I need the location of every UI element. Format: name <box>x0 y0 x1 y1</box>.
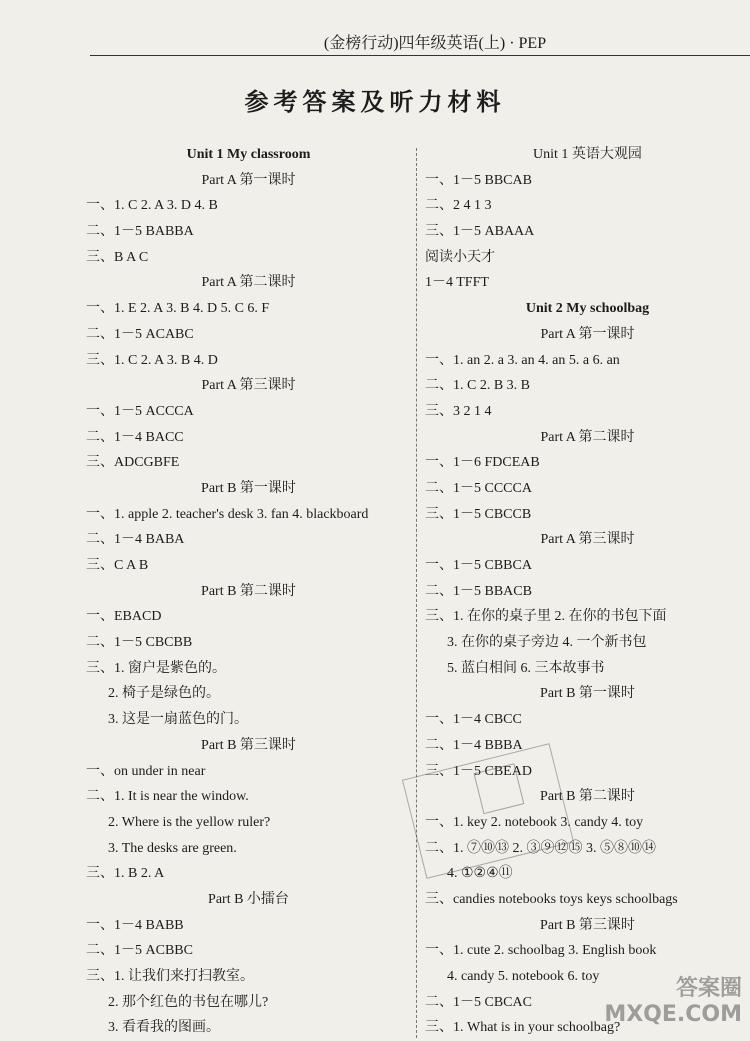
right-answer-column <box>425 142 750 1041</box>
answer-line: 二、1. C 2. B 3. B <box>425 378 531 394</box>
answer-line: Unit 1 英语大观园 <box>533 147 642 162</box>
answer-line: Part A 第一课时 <box>201 172 296 188</box>
answer-line: 一、1－5 ACCCA <box>86 403 194 419</box>
answer-line: Part A 第三课时 <box>540 532 635 548</box>
answer-line: 二、1－5 ACBBC <box>86 943 193 959</box>
watermark-line-1: 答案圈 <box>675 976 742 1001</box>
answer-line: 二、1－4 BABA <box>86 532 185 548</box>
answer-line: Part B 第三课时 <box>540 917 635 933</box>
answer-line: 三、1. B 2. A <box>86 866 165 882</box>
answer-line: Part B 小擂台 <box>208 891 289 907</box>
answer-line: Unit 2 My schoolbag <box>525 301 650 317</box>
answer-line: 二、1－4 BBBA <box>425 737 523 753</box>
answer-line: 三、B A C <box>86 249 149 265</box>
answer-line: 5. 蓝白相间 6. 三本故事书 <box>447 660 605 676</box>
answer-line: 三、1. What is in your schoolbag? <box>425 1020 621 1036</box>
answer-line: 二、1－5 CCCCA <box>425 480 532 496</box>
answer-line: 一、1. E 2. A 3. B 4. D 5. C 6. F <box>86 301 270 317</box>
answer-line: 一、1－5 CBBCA <box>425 558 532 573</box>
answer-line: Part A 第一课时 <box>540 326 635 342</box>
answer-line: 二、1－5 CBCBB <box>86 635 193 651</box>
answer-line: 二、1－5 BBACB <box>425 583 532 599</box>
answer-line: 二、1. ⑦⑩⑬ 2. ③⑨⑫⑮ 3. ⑤⑧⑩⑭ <box>425 840 656 856</box>
answer-line: 一、on under in near <box>86 763 206 779</box>
left-answer-column <box>86 142 411 1041</box>
answer-line: 3. 看看我的图画。 <box>108 1020 220 1036</box>
answer-line: 一、1. C 2. A 3. D 4. B <box>86 198 218 214</box>
answer-line: 三、candies notebooks toys keys schoolbags <box>425 891 678 907</box>
answer-line: 3. 这是一扇蓝色的门。 <box>108 712 248 728</box>
answer-line: 4. ①②④⑪ <box>447 866 513 882</box>
answer-line: Part A 第三课时 <box>201 378 296 394</box>
answer-line: 2. 椅子是绿色的。 <box>108 686 220 702</box>
header-title: (金榜行动)四年级英语(上) · PEP <box>323 35 547 52</box>
answer-line: 三、C A B <box>86 558 149 573</box>
answer-line: 三、1－5 CBEAD <box>425 763 532 779</box>
answer-line: Part B 第二课时 <box>540 789 635 805</box>
answer-line: 二、1－4 BACC <box>86 429 184 445</box>
answer-line: 三、1. C 2. A 3. B 4. D <box>86 352 218 368</box>
answer-line: Part B 第一课时 <box>201 480 296 496</box>
answer-line: 一、1－4 CBCC <box>425 712 522 728</box>
answer-line: 3. 在你的桌子旁边 4. 一个新书包 <box>447 635 647 651</box>
answer-line: 三、1－5 CBCCB <box>425 506 532 522</box>
page-header <box>0 0 750 56</box>
answer-line: 三、1. 让我们来打扫教室。 <box>86 969 254 984</box>
answer-line: Unit 1 My classroom <box>186 147 311 162</box>
answer-line: 一、EBACD <box>86 609 162 625</box>
answer-line: 一、1. key 2. notebook 3. candy 4. toy <box>425 814 644 830</box>
answer-line: 一、1－5 BBCAB <box>425 172 532 188</box>
answer-line: 三、ADCGBFE <box>86 455 180 471</box>
answer-line: 二、1. It is near the window. <box>86 789 249 805</box>
answer-line: 2. Where is the yellow ruler? <box>108 814 271 830</box>
answer-line: 三、1－5 ABAAA <box>425 224 535 240</box>
answer-line: 2. 那个红色的书包在哪儿? <box>108 994 269 1010</box>
watermark-line-2: MXQE.COM <box>604 1002 742 1027</box>
answer-line: 三、1. 在你的桌子里 2. 在你的书包下面 <box>425 609 667 625</box>
answer-line: 4. candy 5. notebook 6. toy <box>447 969 600 984</box>
answer-line: Part A 第二课时 <box>201 275 296 291</box>
answer-line: Part B 第三课时 <box>201 737 296 753</box>
stamp-box <box>473 763 524 814</box>
answer-line: 一、1. apple 2. teacher's desk 3. fan 4. blackboard <box>86 506 369 522</box>
answer-line: 1－4 TFFT <box>425 275 489 291</box>
answer-line: 阅读小天才 <box>425 249 495 265</box>
column-divider <box>416 148 417 1038</box>
page-title: 参考答案及听力材料 <box>244 87 506 116</box>
site-watermark <box>604 976 742 1028</box>
answer-line: Part B 第二课时 <box>201 583 296 599</box>
answer-line: 三、3 2 1 4 <box>425 403 492 419</box>
header-rule <box>90 55 750 56</box>
answer-line: 一、1－6 FDCEAB <box>425 455 540 471</box>
answer-line: 二、2 4 1 3 <box>425 198 492 214</box>
answer-line: 二、1－5 BABBA <box>86 224 194 240</box>
answer-line: 一、1－4 BABB <box>86 917 184 933</box>
answer-line: 二、1－5 CBCAC <box>425 994 532 1010</box>
answer-line: 一、1. an 2. a 3. an 4. an 5. a 6. an <box>425 352 620 368</box>
answer-line: 3. The desks are green. <box>108 840 237 856</box>
answer-line: 二、1－5 ACABC <box>86 326 194 342</box>
answer-line: Part A 第二课时 <box>540 429 635 445</box>
answer-line: 一、1. cute 2. schoolbag 3. English book <box>425 943 657 959</box>
answer-line: 三、1. 窗户是紫色的。 <box>86 660 226 676</box>
answer-line: Part B 第一课时 <box>540 686 635 702</box>
